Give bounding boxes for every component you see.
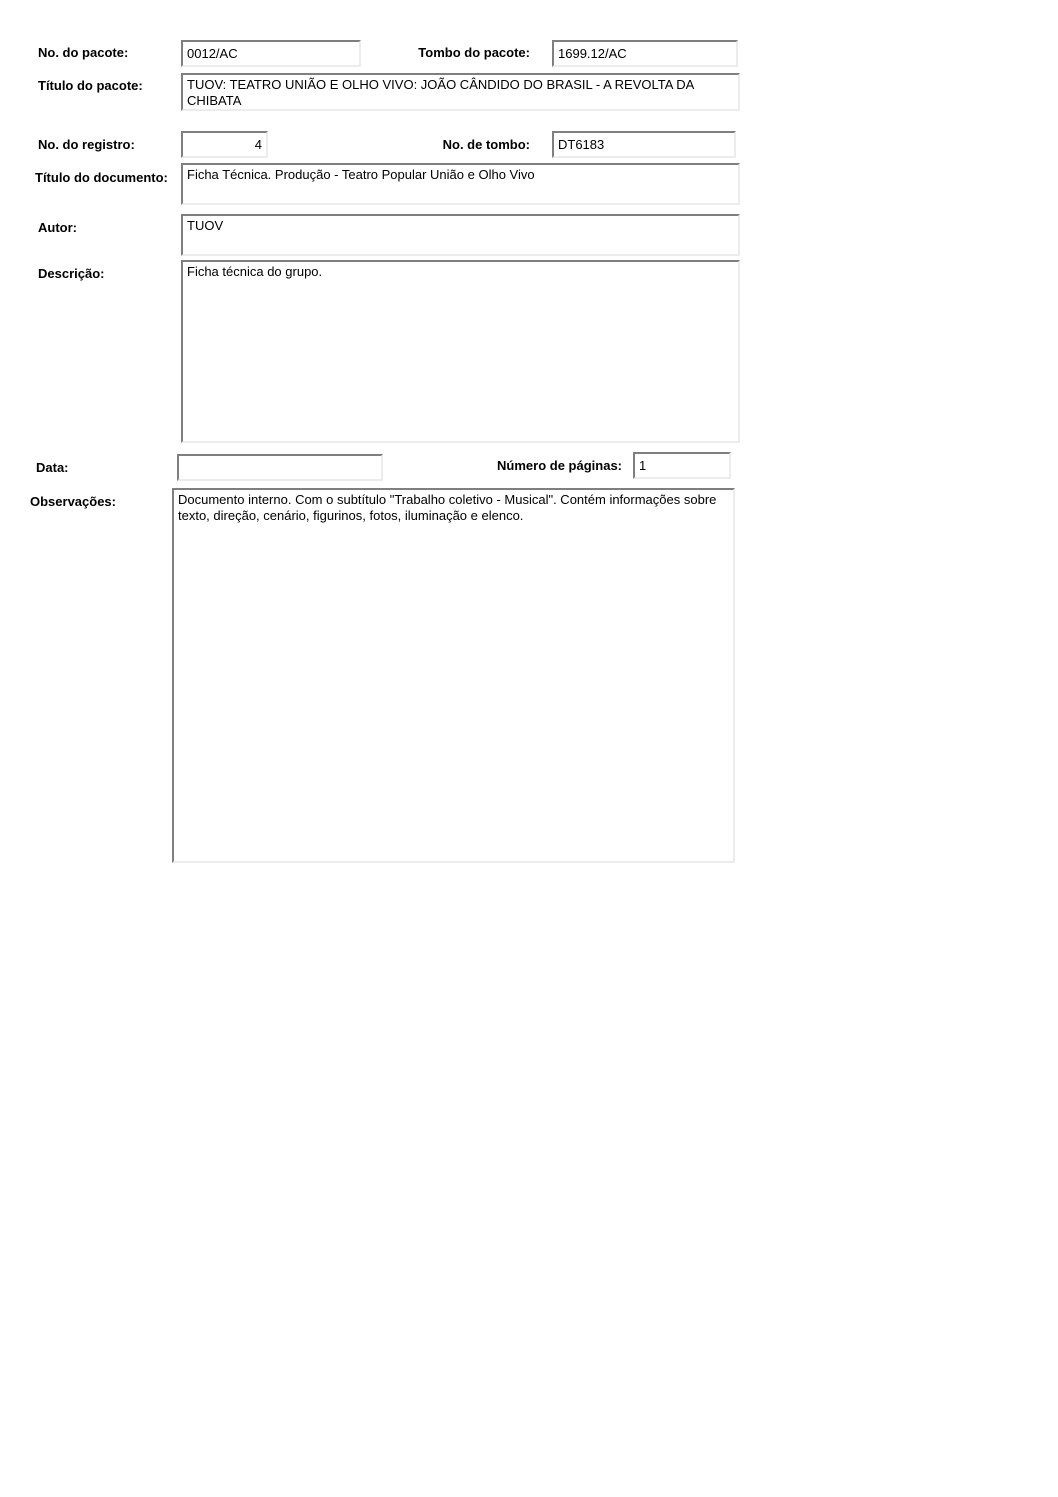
observacoes-textarea[interactable] — [172, 488, 735, 863]
titulo-do-documento-label: Título do documento: — [35, 170, 168, 185]
observacoes-label: Observações: — [30, 494, 116, 509]
numero-de-paginas-input[interactable] — [633, 452, 731, 479]
data-input[interactable] — [177, 454, 383, 481]
numero-de-paginas-label: Número de páginas: — [497, 458, 622, 473]
no-do-pacote-label: No. do pacote: — [38, 45, 129, 60]
autor-textarea[interactable] — [181, 214, 740, 256]
titulo-do-pacote-label: Título do pacote: — [38, 78, 143, 93]
no-do-registro-label: No. do registro: — [38, 137, 135, 152]
titulo-do-documento-textarea[interactable] — [181, 163, 740, 205]
no-de-tombo-label: No. de tombo: — [442, 137, 530, 152]
data-label: Data: — [36, 460, 69, 475]
descricao-textarea[interactable] — [181, 260, 740, 443]
descricao-label: Descrição: — [38, 266, 105, 281]
no-de-tombo-input[interactable] — [552, 131, 736, 158]
tombo-do-pacote-input[interactable] — [552, 40, 738, 67]
tombo-do-pacote-label: Tombo do pacote: — [418, 45, 530, 60]
autor-label: Autor: — [38, 220, 77, 235]
no-do-registro-input[interactable] — [181, 131, 268, 158]
titulo-do-pacote-textarea[interactable] — [181, 73, 740, 111]
no-do-pacote-input[interactable] — [181, 40, 361, 67]
